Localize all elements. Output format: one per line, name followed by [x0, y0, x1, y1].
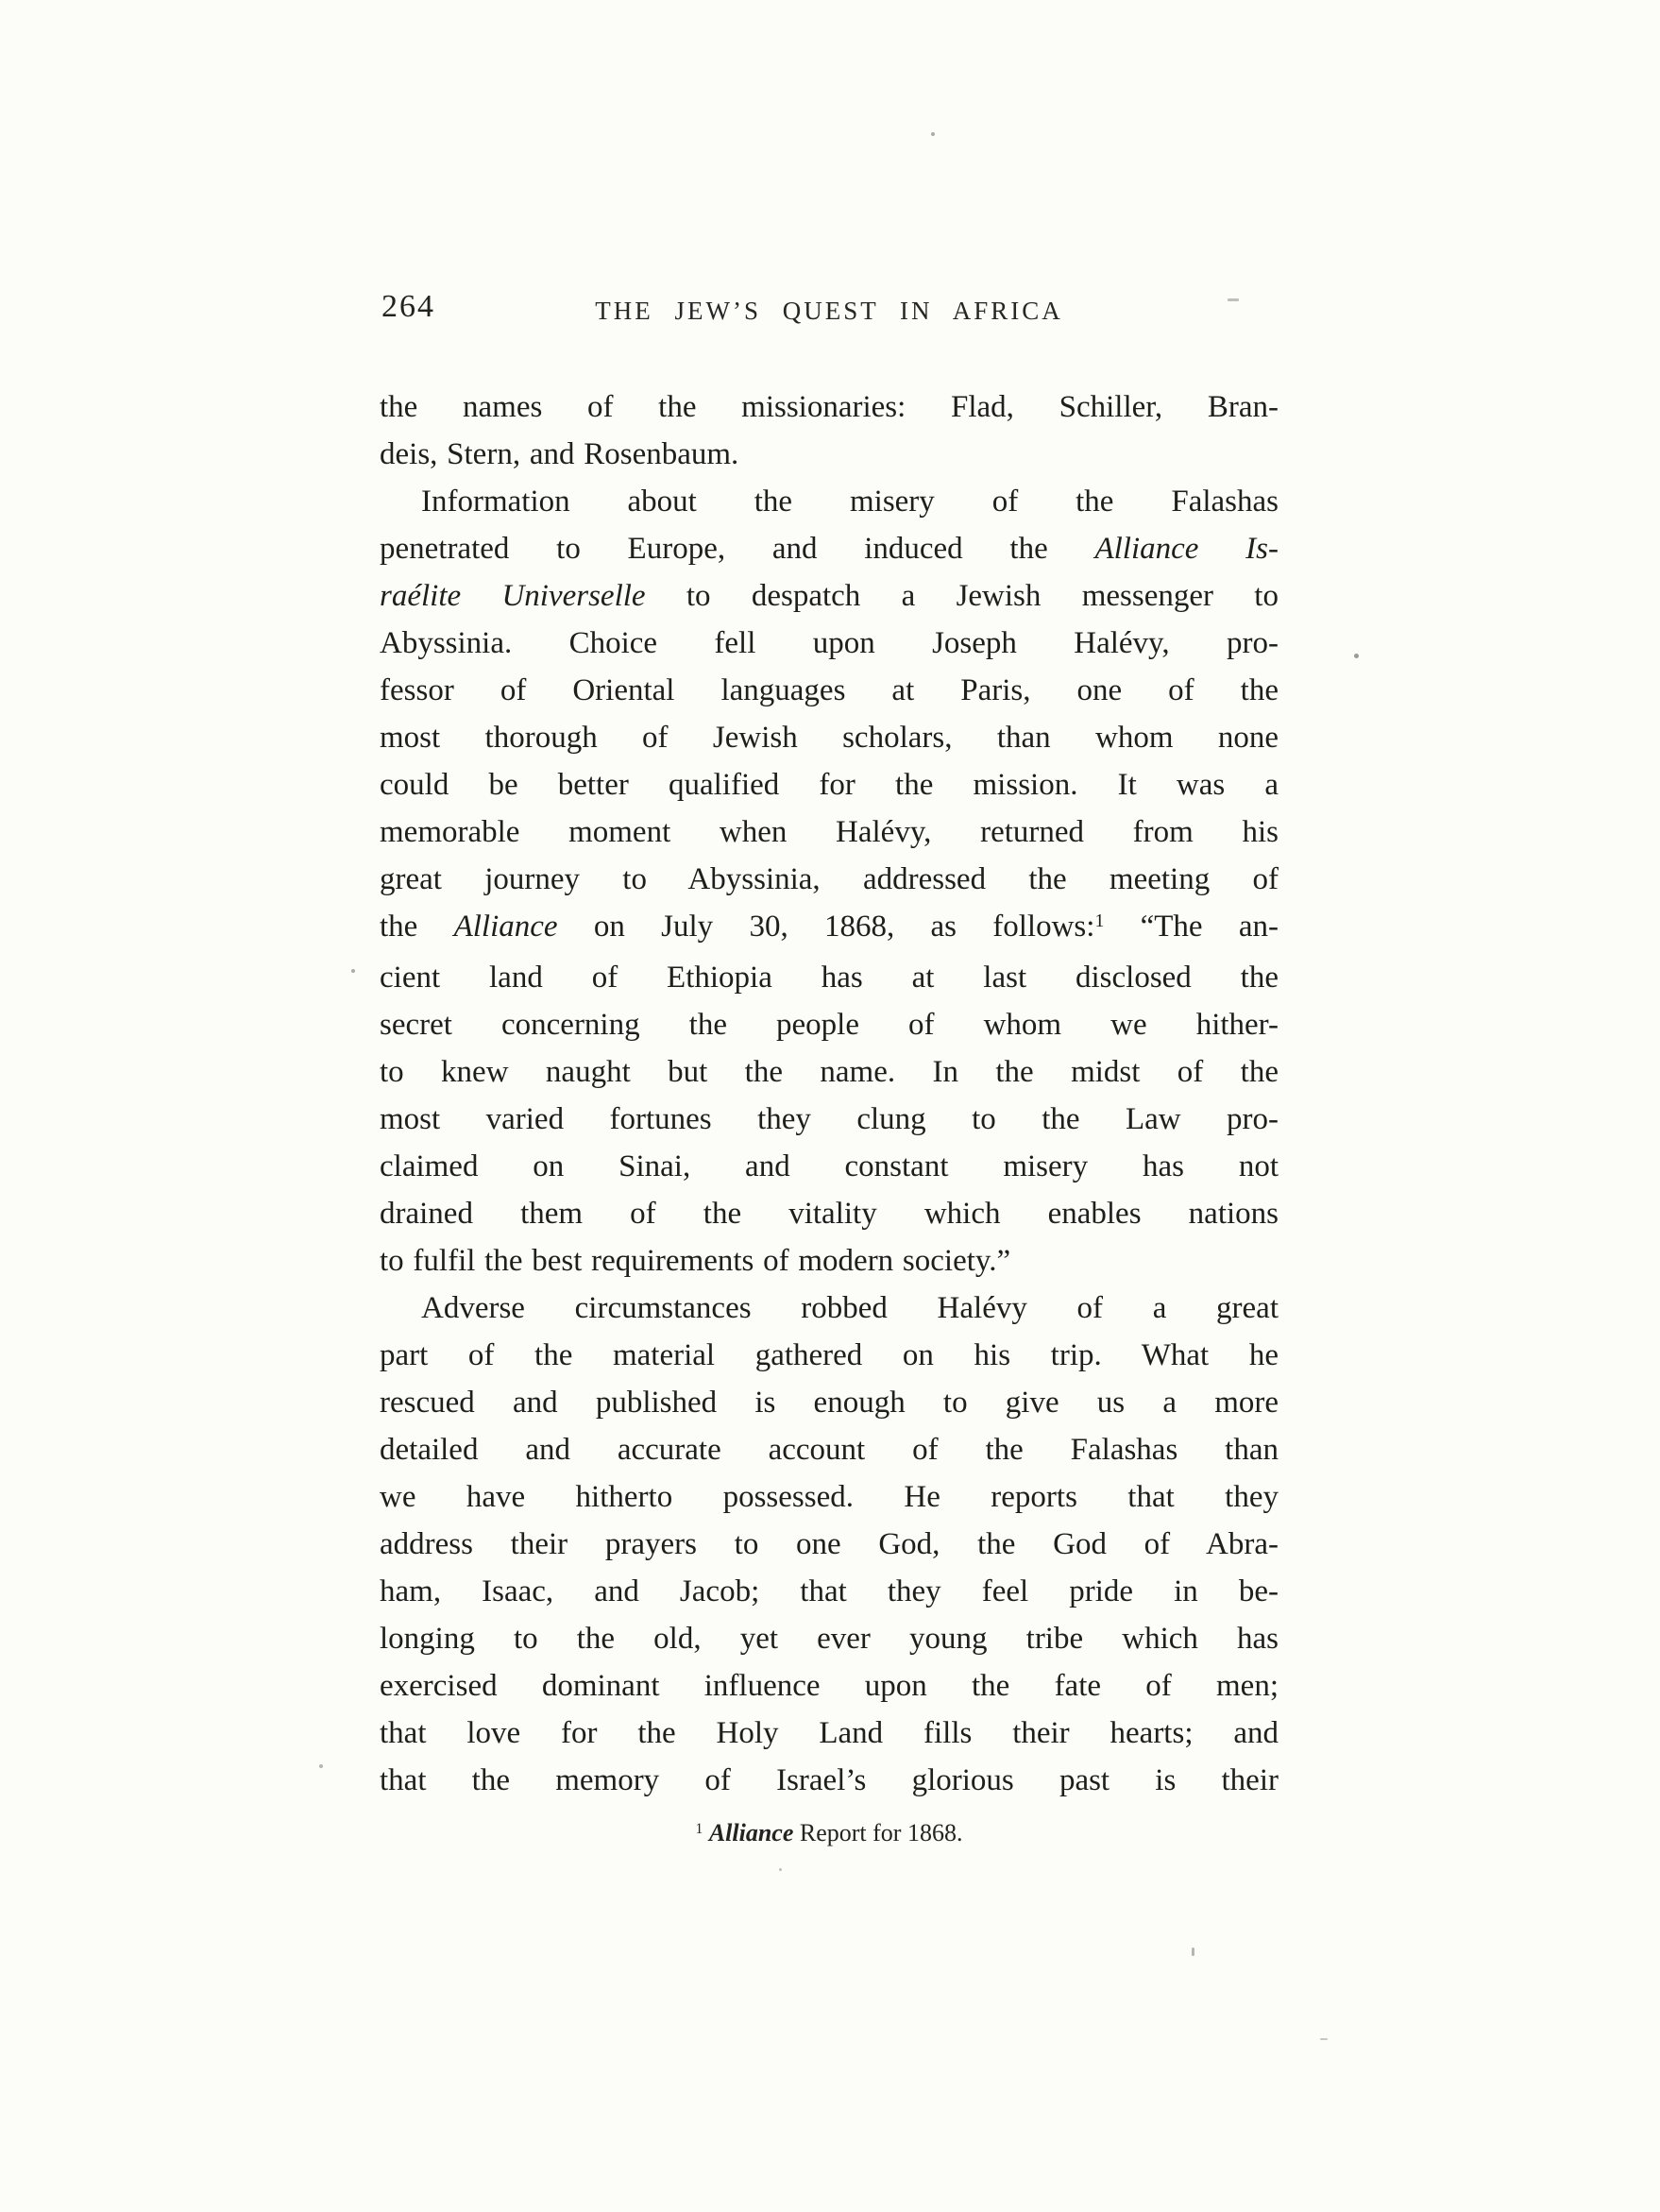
scan-speck — [1192, 1948, 1194, 1956]
text-line — [380, 856, 1279, 903]
page-header — [380, 289, 1279, 329]
scan-speck — [319, 1764, 323, 1768]
text-segment: ham, Isaac, and Jacob; that they feel pride in be- — [380, 1574, 1279, 1608]
italic-text: Alliance — [708, 1819, 794, 1846]
scan-speck — [1354, 654, 1359, 658]
text-line — [380, 954, 1279, 1001]
text-segment: claimed on Sinai, and constant misery has not — [380, 1149, 1279, 1183]
text-line — [380, 1426, 1279, 1473]
text-segment: Adverse circumstances robbed Halévy of a great — [421, 1291, 1279, 1325]
scan-speck — [1320, 2038, 1328, 2040]
text-line — [380, 1662, 1279, 1710]
text-line — [380, 1001, 1279, 1048]
text-line — [380, 1096, 1279, 1143]
text-segment: the — [380, 910, 454, 944]
text-segment: most thorough of Jewish scholars, than whom none — [380, 721, 1279, 755]
text-line — [380, 383, 1279, 431]
body-text — [380, 383, 1279, 1804]
text-line — [380, 620, 1279, 667]
italic-text: Alliance Is- — [1094, 532, 1279, 566]
text-line — [380, 1757, 1279, 1804]
text-segment: could be better qualified for the mission. It was a — [380, 768, 1279, 802]
text-line — [380, 1521, 1279, 1568]
text-segment: deis, Stern, and Rosenbaum. — [380, 437, 739, 471]
footnote-marker: 1 — [1094, 910, 1105, 932]
text-line — [380, 1048, 1279, 1096]
text-line — [380, 761, 1279, 808]
text-segment: on July 30, 1868, as follows: — [557, 910, 1095, 944]
text-line — [380, 525, 1279, 572]
scan-speck — [931, 132, 935, 136]
text-segment: drained them of the vitality which enables nations — [380, 1197, 1279, 1231]
text-segment: that the memory of Israel’s glorious past is their — [380, 1763, 1279, 1797]
text-segment: Abyssinia. Choice fell upon Joseph Halévy, pro- — [380, 626, 1279, 660]
running-title: THE JEW’S QUEST IN AFRICA — [595, 297, 1063, 325]
text-line — [380, 903, 1279, 954]
text-segment: rescued and published is enough to give us a more — [380, 1386, 1279, 1420]
text-segment: “The an- — [1104, 910, 1279, 944]
text-line — [380, 572, 1279, 620]
text-segment: Information about the misery of the Falashas — [421, 485, 1279, 519]
text-segment: memorable moment when Halévy, returned from his — [380, 815, 1279, 849]
footnote-marker: 1 — [695, 1821, 703, 1838]
text-segment: Report for 1868. — [793, 1819, 963, 1846]
italic-text: Alliance — [453, 910, 558, 944]
text-segment: most varied fortunes they clung to the Law pro- — [380, 1102, 1279, 1136]
text-line — [380, 808, 1279, 856]
text-line — [380, 1237, 1279, 1285]
page-number: 264 — [381, 289, 435, 324]
text-line — [380, 1285, 1279, 1332]
text-line — [380, 1473, 1279, 1521]
text-segment: cient land of Ethiopia has at last disclosed the — [380, 961, 1279, 995]
text-line — [380, 1379, 1279, 1426]
scan-speck — [779, 1868, 782, 1871]
text-block — [380, 289, 1279, 1847]
text-segment: that love for the Holy Land fills their hearts; and — [380, 1716, 1279, 1750]
text-line — [380, 667, 1279, 714]
text-segment: part of the material gathered on his trip. What he — [380, 1338, 1279, 1372]
footnote-text — [380, 1819, 1279, 1847]
text-segment: to despatch a Jewish messenger to — [645, 579, 1279, 613]
text-segment: to knew naught but the name. In the midst of the — [380, 1055, 1279, 1089]
text-segment: address their prayers to one God, the God of Abra- — [380, 1527, 1279, 1561]
text-line — [380, 1568, 1279, 1615]
text-segment: great journey to Abyssinia, addressed the meeting of — [380, 862, 1279, 896]
text-segment: longing to the old, yet ever young tribe which has — [380, 1622, 1279, 1656]
text-line — [380, 1710, 1279, 1757]
text-segment: penetrated to Europe, and induced the — [380, 532, 1095, 566]
text-line — [380, 1190, 1279, 1237]
text-line — [380, 1615, 1279, 1662]
text-segment: we have hitherto possessed. He reports that they — [380, 1480, 1279, 1514]
text-line — [380, 1143, 1279, 1190]
text-line — [380, 1332, 1279, 1379]
text-segment: to fulfil the best requirements of modern society.” — [380, 1244, 1011, 1278]
text-segment: secret concerning the people of whom we hither- — [380, 1008, 1279, 1042]
italic-text: raélite Universelle — [380, 579, 646, 613]
text-line — [380, 478, 1279, 525]
scan-speck — [1228, 298, 1239, 301]
text-segment: the names of the missionaries: Flad, Schiller, Bran- — [380, 390, 1279, 424]
text-line — [380, 714, 1279, 761]
text-line — [380, 431, 1279, 478]
text-segment: fessor of Oriental languages at Paris, one of the — [380, 673, 1279, 707]
text-segment: exercised dominant influence upon the fate of men; — [380, 1669, 1279, 1703]
text-segment: detailed and accurate account of the Falashas than — [380, 1433, 1279, 1467]
scan-speck — [351, 969, 355, 973]
